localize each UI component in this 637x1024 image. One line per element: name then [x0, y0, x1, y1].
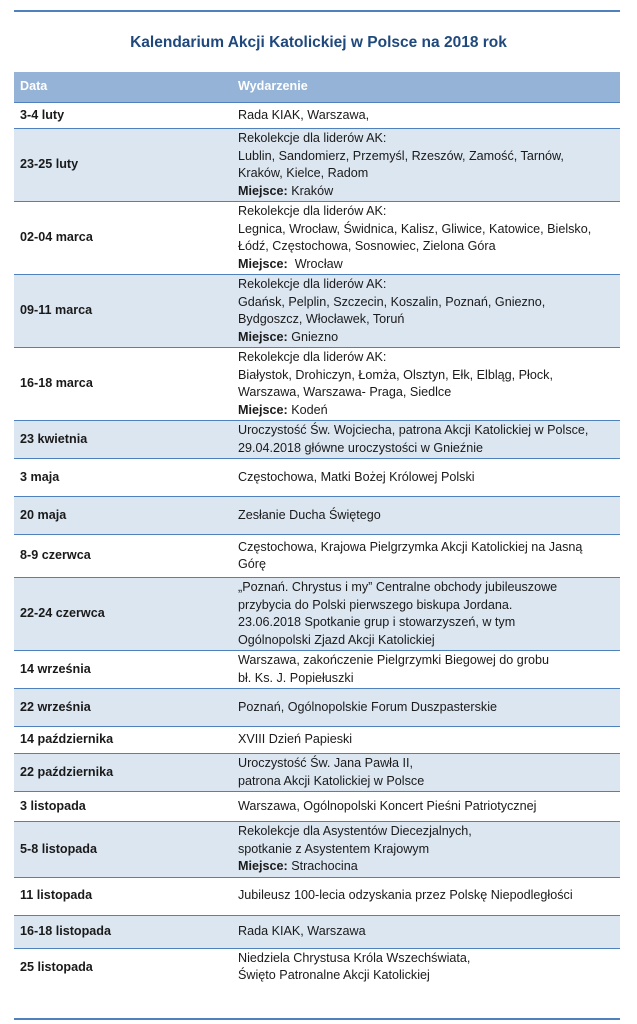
table-row — [14, 497, 620, 535]
event-column-header: Wydarzenie — [222, 72, 620, 103]
table-row — [14, 103, 620, 129]
event-line: Zesłanie Ducha Świętego — [238, 507, 381, 522]
event-date: 11 listopada — [14, 877, 222, 915]
bottom-rule — [14, 1018, 620, 1020]
table-row — [14, 421, 620, 459]
event-date: 5-8 listopada — [14, 822, 222, 878]
table-header-row — [14, 72, 620, 103]
table-row — [14, 275, 620, 348]
event-place — [238, 329, 614, 347]
event-date: 3 maja — [14, 459, 222, 497]
event-line: Rekolekcje dla liderów AK: — [238, 131, 387, 145]
event-line: Białystok, Drohiczyn, Łomża, Olsztyn, Ełk, Elbląg, Płock, — [238, 367, 553, 382]
event-line: Gdańsk, Pelplin, Szczecin, Koszalin, Poznań, Gniezno, — [238, 294, 546, 309]
event-line: Jubileusz 100-lecia odzyskania przez Polskę Niepodległości — [238, 888, 573, 903]
event-date: 22 października — [14, 754, 222, 792]
event-place — [238, 183, 614, 201]
table-row — [14, 535, 620, 578]
event-line: Częstochowa, Matki Bożej Królowej Polski — [238, 469, 475, 484]
table-row — [14, 822, 620, 878]
table-row — [14, 948, 620, 986]
event-description — [222, 348, 620, 421]
event-date: 3-4 luty — [14, 103, 222, 129]
event-description — [222, 129, 620, 202]
event-date: 14 października — [14, 727, 222, 754]
event-description — [222, 822, 620, 878]
event-description — [222, 651, 620, 689]
event-description — [222, 275, 620, 348]
event-line: Bydgoszcz, Włocławek, Toruń — [238, 312, 405, 326]
table-row — [14, 754, 620, 792]
place-value: Wrocław — [287, 256, 343, 271]
event-line: Lublin, Sandomierz, Przemyśl, Rzeszów, Zamość, Tarnów, — [238, 148, 564, 163]
event-place — [238, 402, 614, 420]
event-description — [222, 459, 620, 497]
event-line: Kraków, Kielce, Radom — [238, 166, 369, 180]
event-date: 25 listopada — [14, 948, 222, 986]
event-date: 14 września — [14, 651, 222, 689]
event-description — [222, 948, 620, 986]
event-line: patrona Akcji Katolickiej w Polsce — [238, 773, 425, 788]
place-value: Strachocina — [287, 859, 358, 873]
event-description — [222, 792, 620, 822]
event-line: XVIII Dzień Papieski — [238, 732, 353, 747]
place-label: Miejsce: — [238, 256, 288, 271]
event-line: Ogólnopolski Zjazd Akcji Katolickiej — [238, 632, 435, 647]
event-line: Warszawa, zakończenie Pielgrzymki Biegowej do grobu — [238, 653, 550, 667]
place-label: Miejsce: — [238, 329, 288, 344]
event-line: Uroczystość Św. Wojciecha, patrona Akcji Katolickiej w Polsce, — [238, 423, 589, 437]
place-label: Miejsce: — [238, 859, 288, 873]
event-date: 8-9 czerwca — [14, 535, 222, 578]
event-line: Niedziela Chrystusa Króla Wszechświata, — [238, 950, 471, 965]
event-line: Rada KIAK, Warszawa, — [238, 107, 370, 122]
event-description — [222, 578, 620, 651]
date-column-header: Data — [14, 72, 222, 103]
event-description — [222, 535, 620, 578]
event-line: 23.06.2018 Spotkanie grup i stowarzyszeń, w tym — [238, 615, 516, 629]
event-description — [222, 202, 620, 275]
event-date: 16-18 marca — [14, 348, 222, 421]
event-line: Rekolekcje dla liderów AK: — [238, 350, 387, 364]
event-line: Rekolekcje dla liderów AK: — [238, 277, 387, 291]
event-description — [222, 497, 620, 535]
place-value: Kodeń — [287, 402, 328, 417]
events-table — [14, 72, 620, 986]
place-label: Miejsce: — [238, 183, 288, 198]
place-label: Miejsce: — [238, 402, 288, 417]
event-description — [222, 754, 620, 792]
table-row — [14, 578, 620, 651]
event-place — [238, 256, 614, 274]
table-row — [14, 129, 620, 202]
place-value: Kraków — [287, 183, 334, 198]
event-date: 23-25 luty — [14, 129, 222, 202]
event-date: 23 kwietnia — [14, 421, 222, 459]
event-line: Rekolekcje dla liderów AK: — [238, 204, 387, 218]
event-description — [222, 727, 620, 754]
event-line: bł. Ks. J. Popiełuszki — [238, 670, 354, 685]
event-line: Rada KIAK, Warszawa — [238, 923, 366, 938]
event-date: 16-18 listopada — [14, 915, 222, 948]
table-row — [14, 202, 620, 275]
event-line: Warszawa, Warszawa- Praga, Siedlce — [238, 385, 452, 399]
table-row — [14, 877, 620, 915]
event-line: przybycia do Polski pierwszego biskupa Jordana. — [238, 597, 513, 612]
event-line: Rekolekcje dla Asystentów Diecezjalnych, — [238, 824, 472, 838]
table-row — [14, 459, 620, 497]
event-description — [222, 103, 620, 129]
event-line: Poznań, Ogólnopolskie Forum Duszpasterskie — [238, 699, 497, 714]
event-description — [222, 689, 620, 727]
event-line: Warszawa, Ogólnopolski Koncert Pieśni Patriotycznej — [238, 798, 537, 813]
event-place — [238, 858, 614, 876]
event-line: Legnica, Wrocław, Świdnica, Kalisz, Gliwice, Katowice, Bielsko, — [238, 221, 592, 236]
event-line: Święto Patronalne Akcji Katolickiej — [238, 968, 430, 983]
table-row — [14, 348, 620, 421]
event-line: Częstochowa, Krajowa Pielgrzymka Akcji Katolickiej na Jasną — [238, 539, 583, 554]
event-line: 29.04.2018 główne uroczystości w Gnieźnie — [238, 440, 484, 455]
table-row — [14, 727, 620, 754]
table-row — [14, 689, 620, 727]
table-row — [14, 651, 620, 689]
table-row — [14, 915, 620, 948]
event-line: „Poznań. Chrystus i my” Centralne obchody jubileuszowe — [238, 580, 558, 594]
event-date: 02-04 marca — [14, 202, 222, 275]
event-date: 09-11 marca — [14, 275, 222, 348]
top-rule — [14, 10, 620, 12]
event-line: Uroczystość Św. Jana Pawła II, — [238, 756, 413, 770]
event-description — [222, 877, 620, 915]
event-date: 22 września — [14, 689, 222, 727]
table-row — [14, 792, 620, 822]
event-date: 3 listopada — [14, 792, 222, 822]
event-line: spotkanie z Asystentem Krajowym — [238, 841, 430, 856]
event-line: Łódź, Częstochowa, Sosnowiec, Zielona Góra — [238, 239, 496, 253]
place-value: Gniezno — [287, 329, 339, 344]
event-description — [222, 421, 620, 459]
event-description — [222, 915, 620, 948]
event-date: 22-24 czerwca — [14, 578, 222, 651]
event-date: 20 maja — [14, 497, 222, 535]
page-title: Kalendarium Akcji Katolickiej w Polsce na 2018 rok — [130, 34, 507, 51]
event-line: Górę — [238, 557, 266, 571]
